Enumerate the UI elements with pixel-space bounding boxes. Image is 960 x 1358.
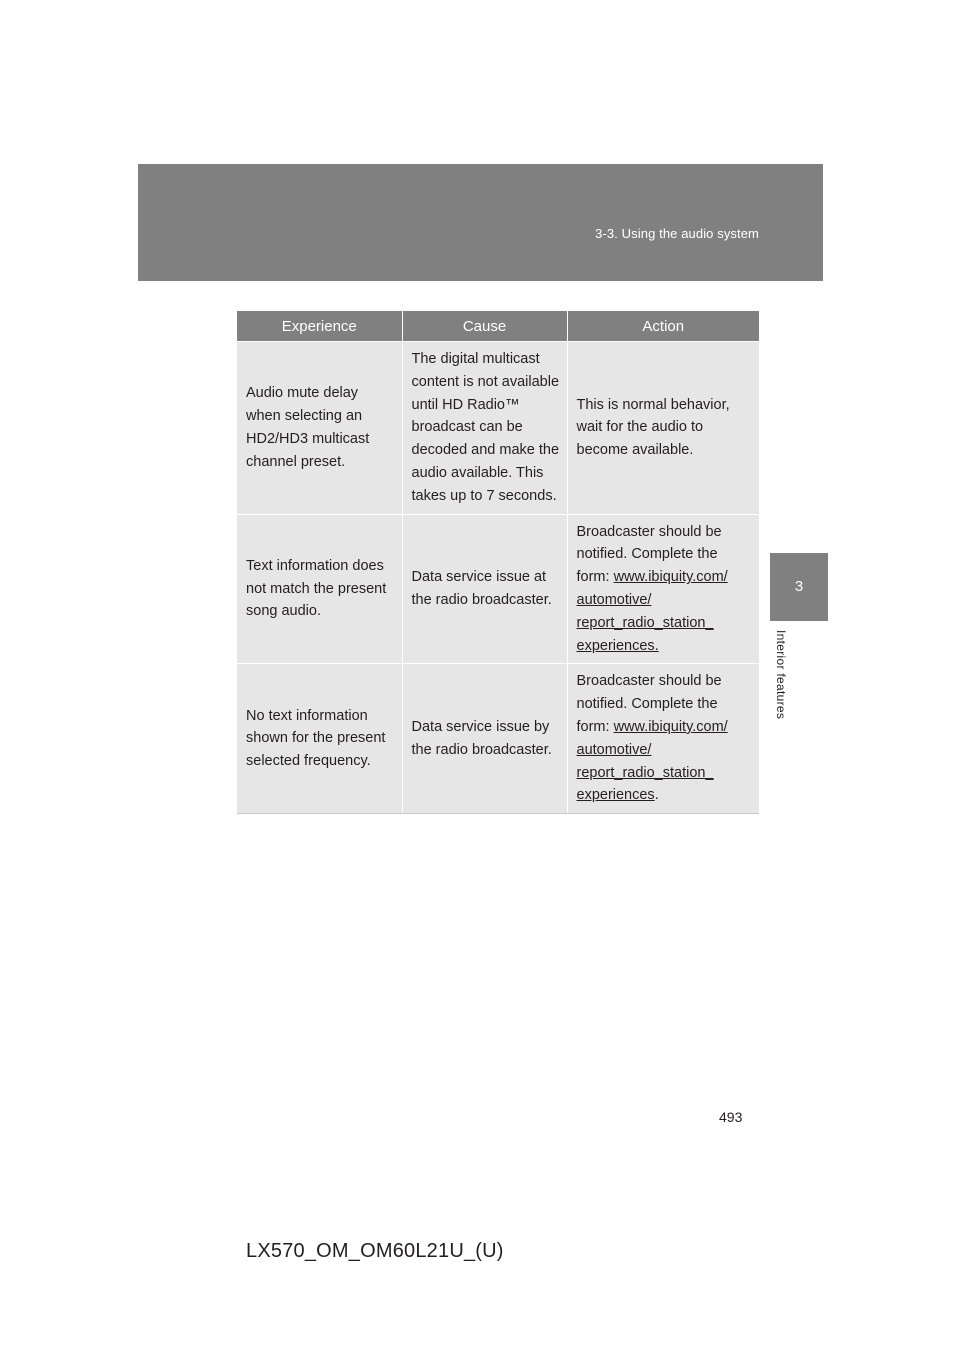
action-cell: Broadcaster should be notified. Complete the form: www.ibiquity.com/ automotive/ report_radio_station_ experiences. <box>567 664 759 814</box>
ibiquity-report-link[interactable]: www.ibiquity.com/ automotive/ report_radio_station_ experiences <box>576 718 728 804</box>
column-header-experience: Experience <box>237 311 402 342</box>
chapter-tab[interactable]: 3 <box>770 553 828 621</box>
experience-cell: No text information shown for the present selected frequency. <box>237 664 402 814</box>
action-cell: Broadcaster should be notified. Complete the form: www.ibiquity.com/ automotive/ report_radio_station_ experiences. <box>567 514 759 664</box>
cause-cell: Data service issue at the radio broadcaster. <box>402 514 567 664</box>
ibiquity-report-link[interactable]: www.ibiquity.com/ automotive/ report_radio_station_ experiences. <box>576 569 728 654</box>
experience-cell: Audio mute delay when selecting an HD2/HD3 multicast channel preset. <box>237 342 402 515</box>
table-row <box>237 664 759 814</box>
section-title: 3-3. Using the audio system <box>595 226 759 241</box>
cause-cell: The digital multicast content is not available until HD Radio™ broadcast can be decoded and make the audio available. This takes up to 7 seconds. <box>402 342 567 515</box>
table-row <box>237 514 759 664</box>
experience-cell: Text information does not match the present song audio. <box>237 514 402 664</box>
page-header <box>138 164 823 281</box>
table-header-row <box>237 311 759 342</box>
troubleshooting-table <box>237 311 759 814</box>
column-header-cause: Cause <box>402 311 567 342</box>
table-row <box>237 342 759 515</box>
column-header-action: Action <box>567 311 759 342</box>
page-number: 493 <box>719 1109 743 1125</box>
cause-cell: Data service issue by the radio broadcaster. <box>402 664 567 814</box>
action-cell: This is normal behavior, wait for the audio to become available. <box>567 342 759 515</box>
document-code: LX570_OM_OM60L21U_(U) <box>246 1240 504 1262</box>
chapter-label: Interior features <box>774 630 788 720</box>
